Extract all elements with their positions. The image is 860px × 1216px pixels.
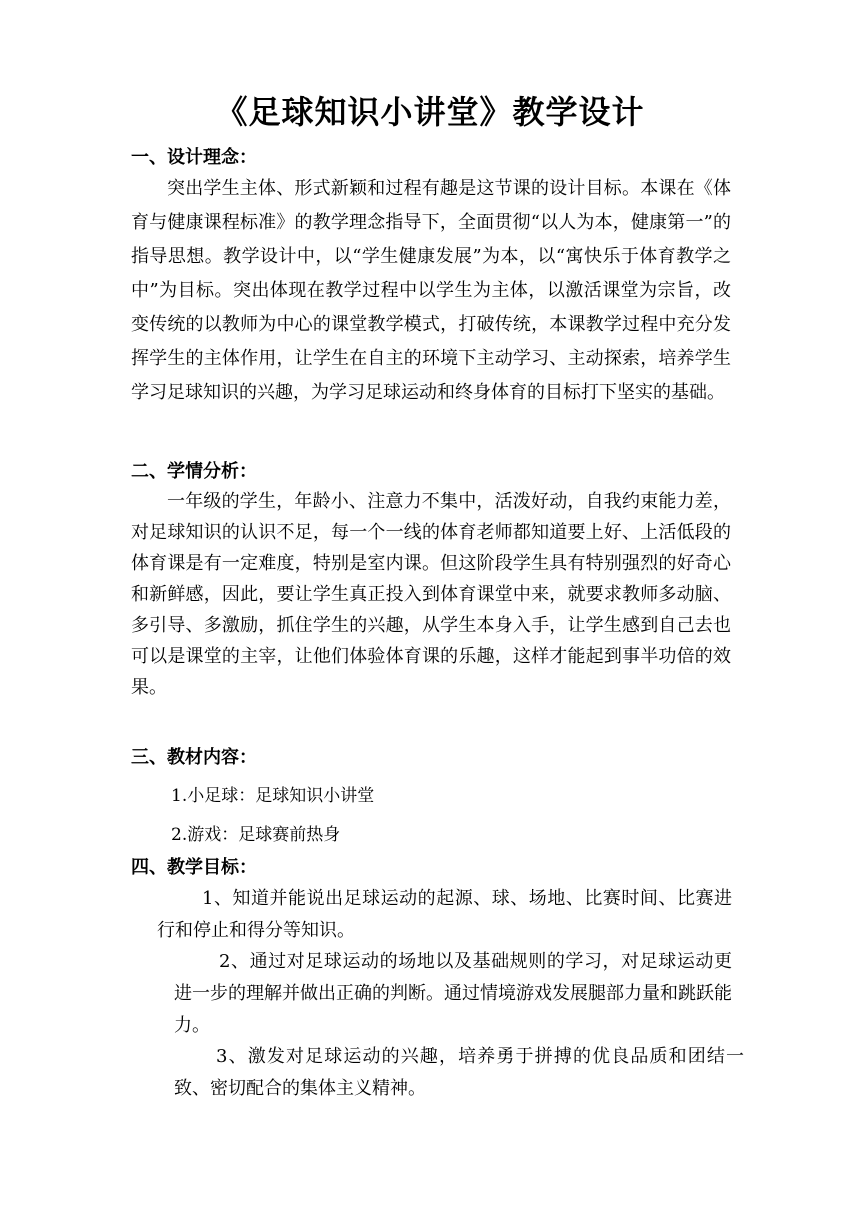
content-item-1: 1.小足球：足球知识小讲堂 <box>171 786 375 806</box>
section-body-design-concept: 突出学生主体、形式新颖和过程有趣是这节课的设计目标。本课在《体育与健康课程标准》的教学理念指导下，全面贯彻“以人为本，健康第一”的指导思想。教学设计中，以“学生健康发展”为本，以“寓快乐于体育教学之中”为目标。突出体现在教学过程中以学生为主体，以激活课堂为宗旨，改变传统的以教师为中心的课堂教学模式，打破传统，本课教学过程中充分发挥学生的主体作用，让学生在自主的环境下主动学习、主动探索，培养学生学习足球知识的兴趣，为学习足球运动和终身体育的目标打下坚实的基础。 <box>131 178 731 403</box>
section-body-learner-analysis: 一年级的学生，年龄小、注意力不集中，活泼好动，自我约束能力差，对足球知识的认识不足，每一个一线的体育老师都知道要上好、上活低段的体育课是有一定难度，特别是室内课。但这阶段学生具有特别强烈的好奇心和新鲜感，因此，要让学生真正投入到体育课堂中来，就要求教师多动脑、多引导、多激励，抓住学生的兴趣，从学生本身入手，让学生感到自己去也可以是课堂的主宰，让他们体验体育课的乐趣，这样才能起到事半功倍的效果。 <box>131 491 731 698</box>
goal-item-1: 1、知道并能说出足球运动的起源、球、场地、比赛时间、比赛进行和停止和得分等知识。 <box>157 888 732 941</box>
document-title: 《足球知识小讲堂》教学设计 <box>215 93 645 131</box>
section-heading-teaching-goals: 四、教学目标： <box>131 857 257 878</box>
content-item-2: 2.游戏：足球赛前热身 <box>171 825 341 845</box>
section-heading-teaching-content: 三、教材内容： <box>131 747 257 768</box>
goal-item-2: 2、通过对足球运动的场地以及基础规则的学习，对足球运动更进一步的理解并做出正确的判断。通过情境游戏发展腿部力量和跳跃能力。 <box>174 951 732 1036</box>
goal-item-3: 3、激发对足球运动的兴趣，培养勇于拼搏的优良品质和团结一致、密切配合的集体主义精神。 <box>174 1046 744 1099</box>
section-heading-learner-analysis: 二、学情分析： <box>131 461 257 482</box>
section-heading-design-concept: 一、设计理念： <box>131 147 257 168</box>
